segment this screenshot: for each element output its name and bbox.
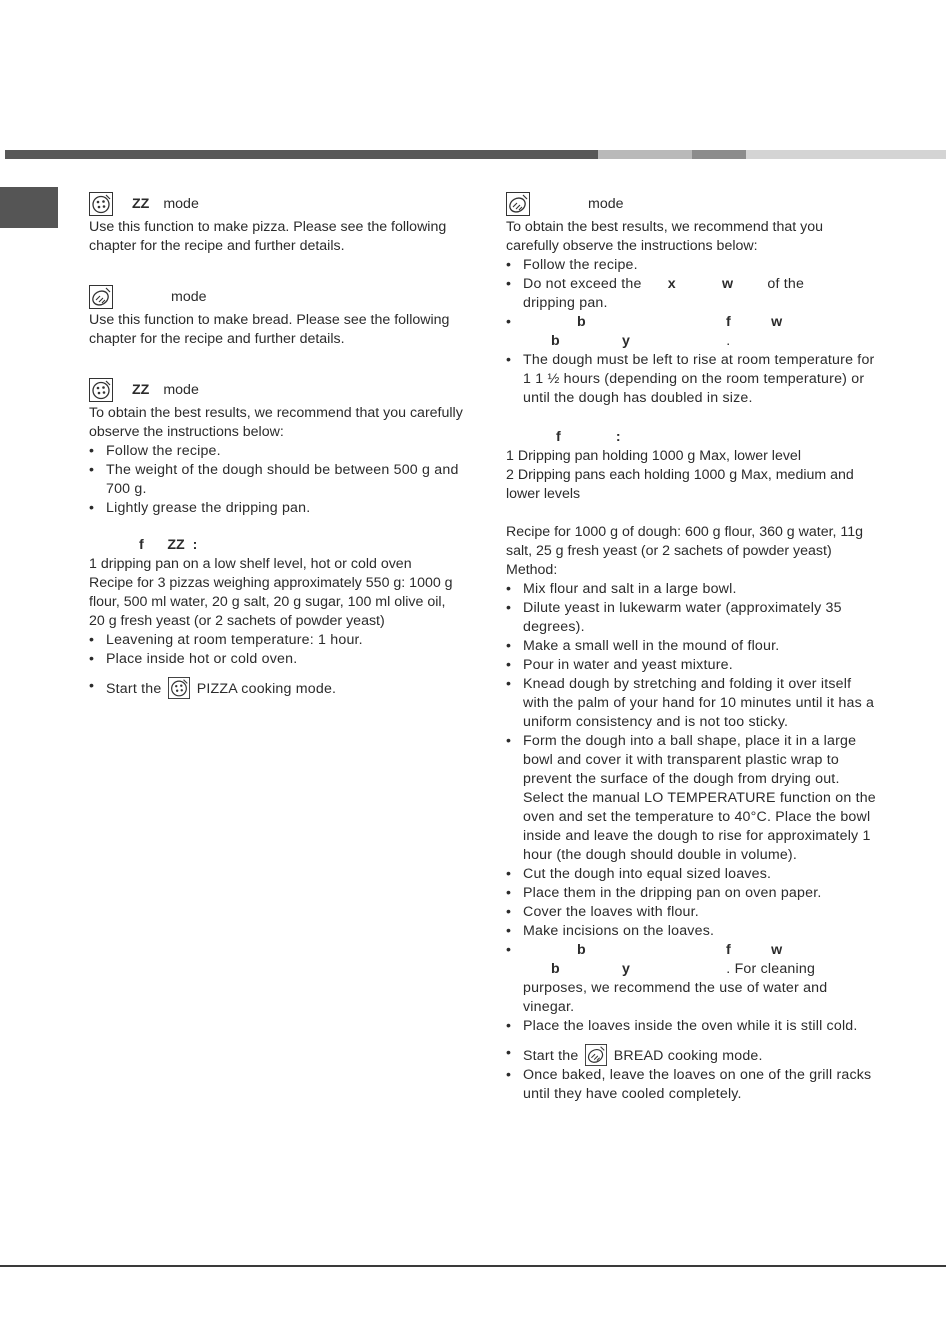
pizza-recipe-heading: f ZZ : [139, 537, 198, 553]
bread-mode-heading [89, 285, 465, 309]
bread-tips-heading [506, 192, 878, 216]
pizza-icon [89, 192, 113, 216]
list-item [506, 313, 878, 351]
list-item: • Cut the dough into equal sized loaves. [506, 865, 878, 884]
pizza-tips-heading-mode: mode [163, 381, 199, 398]
pizza-icon [89, 378, 113, 402]
list-item: • Follow the recipe. [89, 442, 465, 461]
list-item: • Place the loaves inside the oven while it is still cold. [506, 1017, 878, 1036]
list-item: • Knead dough by stretching and folding it over itself with the palm of your hand for 10 minutes until it has a uniform consistency and is not too sticky. [506, 675, 878, 732]
method-list [506, 580, 878, 1104]
bread-mode-text: Use this function to make bread. Please see the following chapter for the recipe and further details. [89, 312, 450, 347]
method-line: Recipe for 1000 g of dough: 600 g flour, 360 g water, 11g salt, 25 g fresh yeast (or 2 sachets of powder yeast) [506, 524, 864, 559]
tip-text: dripping pan. [523, 295, 608, 311]
list-item: • Make a small well in the mound of flour. [506, 637, 878, 656]
header-bar-accent [692, 150, 746, 159]
bread-icon [585, 1044, 607, 1066]
bread-tips-heading-mode: mode [588, 195, 624, 212]
bread-tips-intro: To obtain the best results, we recommend that you carefully observe the instructions below: [506, 219, 824, 254]
list-item: • The weight of the dough should be between 500 g and 700 g. [89, 461, 465, 499]
list-item: • Pour in water and yeast mixture. [506, 656, 878, 675]
tip-text: w [771, 314, 783, 330]
start-pizza-prefix: Start the [106, 681, 162, 697]
list-item: • Place inside hot or cold oven. [89, 650, 465, 669]
method-line: Method: [506, 562, 558, 578]
tip-text: Do not exceed the [523, 276, 642, 292]
list-item: • Mix flour and salt in a large bowl. [506, 580, 878, 599]
list-item: • Lightly grease the dripping pan. [89, 499, 465, 518]
tip-text: b [551, 961, 560, 977]
left-column [89, 192, 465, 699]
tip-text: y [622, 333, 631, 349]
tip-text: . For cleaning purposes, we recommend the use of water and vinegar. [523, 961, 828, 1015]
tip-text: b [577, 942, 586, 958]
tip-text: w [721, 276, 734, 292]
tip-text: x [667, 276, 676, 292]
header-bar-mid [598, 150, 692, 159]
pizza-tips-heading [89, 378, 465, 402]
bread-recipe-heading: f : [556, 429, 621, 445]
tip-text: b [551, 333, 560, 349]
list-item: • Make incisions on the loaves. [506, 922, 878, 941]
header-bar-dark [5, 150, 598, 159]
list-item [506, 275, 878, 313]
tip-text: . [726, 333, 731, 349]
list-item: • Cover the loaves with flour. [506, 903, 878, 922]
list-item: • Place them in the dripping pan on oven paper. [506, 884, 878, 903]
tip-text: y [622, 961, 631, 977]
pizza-mode-text: Use this function to make pizza. Please see the following chapter for the recipe and further details. [89, 219, 447, 254]
bread-icon [89, 285, 113, 309]
pizza-mode-heading-mode: mode [163, 195, 199, 212]
header-bar-light [746, 150, 946, 159]
list-item: • Leavening at room temperature: 1 hour. [89, 631, 465, 650]
tip-text: f [726, 942, 731, 958]
tip-text: of the [767, 276, 805, 292]
start-bread-suffix: BREAD cooking mode. [613, 1048, 763, 1064]
tip-text: w [771, 942, 783, 958]
pizza-recipe-line: 1 dripping pan on a low shelf level, hot or cold oven [89, 556, 412, 572]
pizza-icon [168, 677, 190, 699]
bread-tips-list [506, 256, 878, 408]
pizza-recipe-list [89, 631, 465, 699]
pizza-tips-list [89, 442, 465, 518]
list-item: • Form the dough into a ball shape, place it in a large bowl and cover it with transparent plastic wrap to prevent the surface of the dough from drying out. Select the manual LO TEMPERATURE function on the oven and set the temperature to 40°C. Place the bowl inside and leave the dough to rise for approximately 1 hour (the dough should double in volume). [506, 732, 878, 865]
pizza-mode-heading-bold: ZZ [132, 195, 150, 212]
pizza-recipe-line: Recipe for 3 pizzas weighing approximately 550 g: 1000 g flour, 500 ml water, 20 g salt, 20 g sugar, 100 ml olive oil, 20 g fresh yeast (or 2 sachets of powder yeast) [89, 575, 453, 629]
list-item [506, 1044, 878, 1066]
pizza-tips-heading-bold: ZZ [132, 381, 150, 398]
list-item: • Dilute yeast in lukewarm water (approximately 35 degrees). [506, 599, 878, 637]
tip-text: f [726, 314, 731, 330]
footer-rule [0, 1265, 946, 1267]
tip-text: b [577, 314, 586, 330]
list-item: • The dough must be left to rise at room temperature for 1 1 ½ hours (depending on the room temperature) or until the dough has doubled in size. [506, 351, 878, 408]
start-pizza-suffix: PIZZA cooking mode. [196, 681, 337, 697]
language-tab [0, 187, 58, 228]
header-bar [5, 150, 946, 159]
start-bread-prefix: Start the [523, 1048, 579, 1064]
bread-recipe-line: 2 Dripping pans each holding 1000 g Max, medium and lower levels [506, 467, 854, 502]
list-item [506, 941, 878, 1017]
list-item [89, 677, 465, 699]
list-item: • Once baked, leave the loaves on one of the grill racks until they have cooled completely. [506, 1066, 878, 1104]
bread-icon [506, 192, 530, 216]
pizza-tips-intro: To obtain the best results, we recommend that you carefully observe the instructions below: [89, 405, 463, 440]
list-item: • Follow the recipe. [506, 256, 878, 275]
bread-recipe-line: 1 Dripping pan holding 1000 g Max, lower level [506, 448, 801, 464]
bread-mode-heading-mode: mode [171, 288, 207, 305]
right-column [506, 192, 878, 1104]
pizza-mode-heading [89, 192, 465, 216]
